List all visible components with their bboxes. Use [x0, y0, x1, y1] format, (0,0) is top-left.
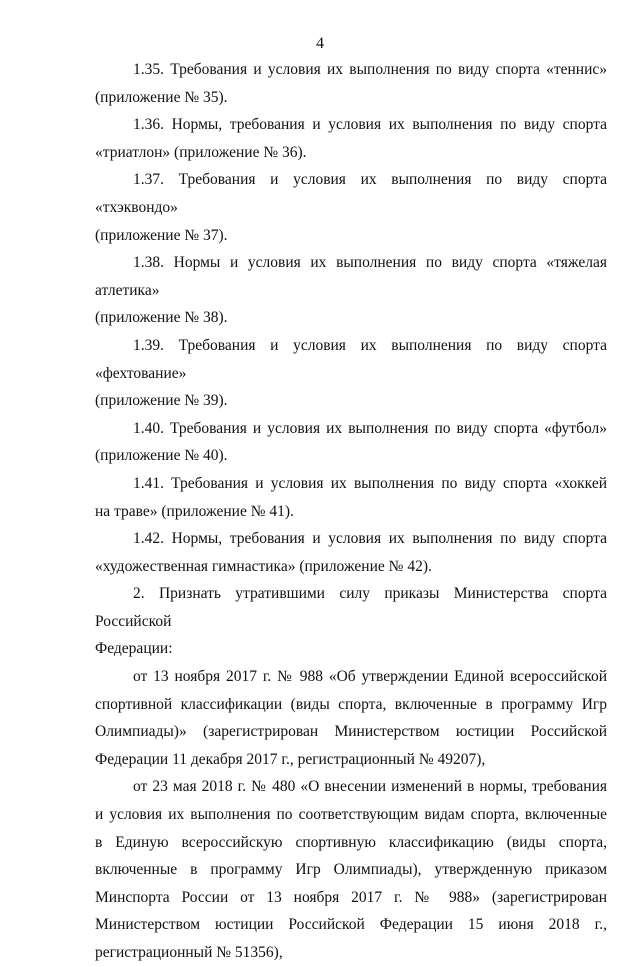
paragraph-line: Федерации:: [95, 640, 173, 658]
paragraph-line: 2. Признать утратившими силу приказы Министерства спорта Российской: [95, 585, 607, 630]
paragraph-line: 1.42. Нормы, требования и условия их выполнения по виду спорта: [133, 530, 607, 548]
paragraph-line: 1.35. Требования и условия их выполнения по виду спорта «теннис»: [133, 61, 607, 78]
paragraph-line: Олимпиады)» (зарегистрирован Министерством юстиции Российской: [95, 723, 607, 741]
paragraph-line: на траве» (приложение № 41).: [95, 502, 294, 520]
paragraph-line: и условия их выполнения по соответствующим видам спорта, включенные: [95, 806, 607, 824]
paragraph-order-480: [95, 773, 607, 966]
paragraph-line: (приложение № 40).: [95, 447, 228, 465]
paragraph-line: «художественная гимнастика» (приложение № 42).: [95, 557, 432, 575]
paragraph-line: (приложение № 38).: [95, 309, 228, 327]
paragraph-line: регистрационный № 51356),: [95, 944, 283, 961]
paragraph-1-41: [95, 470, 607, 525]
paragraph-line: от 13 ноября 2017 г. № 988 «Об утверждении Единой всероссийской: [133, 668, 607, 686]
paragraph-line: от 23 мая 2018 г. № 480 «О внесении изменений в нормы, требования: [133, 778, 607, 796]
paragraph-line: в Единую всероссийскую спортивную классификацию (виды спорта,: [95, 833, 607, 851]
page-number: 4: [316, 35, 324, 52]
paragraph-1-39: [95, 332, 607, 415]
paragraph-line: 1.41. Требования и условия их выполнения по виду спорта «хоккей: [133, 474, 607, 492]
paragraph-line: Минспорта России от 13 ноября 2017 г. № 988» (зарегистрирован: [95, 888, 607, 906]
paragraph-line: Федерации 11 декабря 2017 г., регистрационный № 49207),: [95, 750, 486, 768]
paragraph-line: спортивной классификации (виды спорта, включенные в программу Игр: [95, 695, 607, 713]
paragraph-line: (приложение № 37).: [95, 226, 228, 244]
paragraph-line: 1.37. Требования и условия их выполнения по виду спорта «тхэквондо»: [95, 171, 607, 216]
paragraph-1-40: [95, 415, 607, 470]
paragraph-line: включенные в программу Игр Олимпиады), утвержденную приказом: [95, 861, 607, 879]
paragraph-2: [95, 580, 607, 663]
paragraph-line: 1.39. Требования и условия их выполнения по виду спорта «фехтование»: [95, 336, 607, 382]
document-body: [95, 56, 607, 967]
paragraph-line: 1.40. Требования и условия их выполнения по виду спорта «футбол»: [133, 419, 607, 437]
paragraph-order-988: [95, 663, 607, 773]
paragraph-line: 1.38. Нормы и условия их выполнения по виду спорта «тяжелая атлетика»: [95, 254, 607, 299]
paragraph-1-38: [95, 249, 607, 332]
paragraph-line: (приложение № 35).: [95, 88, 228, 106]
paragraph-1-36: [95, 111, 607, 166]
paragraph-line: «триатлон» (приложение № 36).: [95, 143, 307, 161]
paragraph-line: 1.36. Нормы, требования и условия их выполнения по виду спорта: [133, 116, 607, 134]
paragraph-1-37: [95, 166, 607, 249]
paragraph-1-35: [95, 56, 607, 111]
paragraph-line: Министерством юстиции Российской Федерации 15 июня 2018 г.,: [95, 916, 607, 934]
paragraph-line: (приложение № 39).: [95, 392, 228, 410]
paragraph-1-42: [95, 525, 607, 580]
